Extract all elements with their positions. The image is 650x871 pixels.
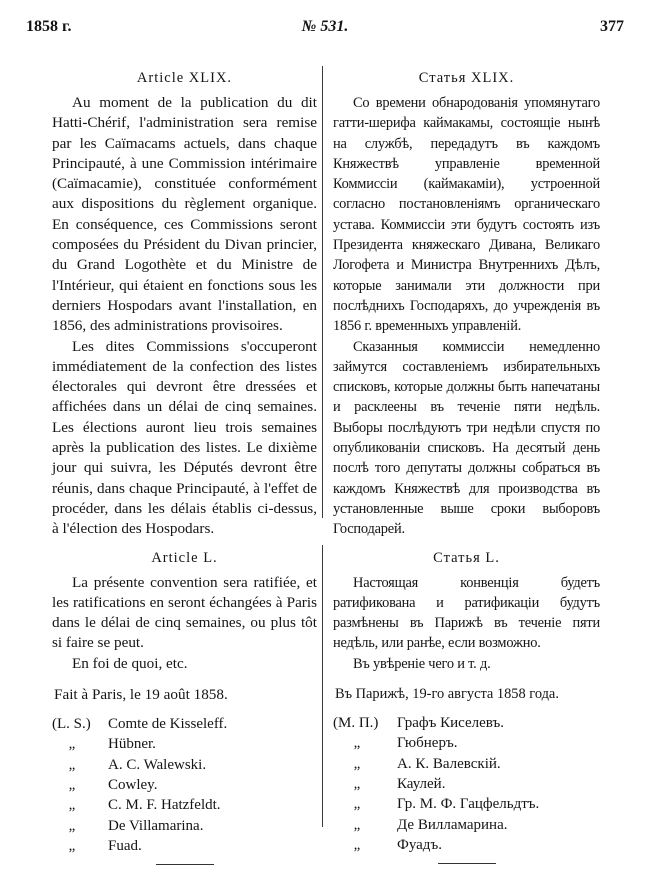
seal-mark: (М. П.) bbox=[333, 715, 379, 732]
ditto-mark: „ bbox=[68, 817, 76, 834]
ditto-mark: „ bbox=[353, 836, 361, 853]
ditto-mark: „ bbox=[353, 775, 361, 792]
ditto-mark: „ bbox=[353, 816, 361, 833]
closing-rule bbox=[438, 863, 496, 864]
signatory-row bbox=[333, 794, 600, 814]
signatory-row bbox=[52, 775, 317, 795]
signatory-row bbox=[333, 774, 600, 794]
signatory-name: Hübner. bbox=[108, 736, 156, 753]
signatory-row bbox=[52, 836, 317, 856]
page-header bbox=[26, 18, 624, 40]
place-and-date: Fait à Paris, le 19 août 1858. bbox=[54, 686, 228, 704]
ditto-mark: „ bbox=[68, 756, 76, 773]
column-divider-lower bbox=[322, 545, 323, 827]
french-column bbox=[52, 66, 317, 865]
signatory-name: De Villamarina. bbox=[108, 817, 204, 834]
header-document-number: № 531. bbox=[301, 18, 349, 35]
signatory-row bbox=[333, 815, 600, 835]
column-divider-upper bbox=[322, 66, 323, 518]
article-paragraph: La présente convention sera ratifiée, et les ratifications en seront échangées à Paris dans le délai de cinq semaines, ou plus tôt si faire se peut. bbox=[52, 573, 317, 652]
signatory-name: C. M. F. Hatzfeldt. bbox=[108, 797, 221, 814]
signatory-name: Графъ Киселевъ. bbox=[397, 715, 504, 732]
signatory-row bbox=[52, 795, 317, 815]
article-paragraph: En foi de quoi, etc. bbox=[72, 654, 188, 672]
signatory-name: Fuad. bbox=[108, 837, 142, 854]
ditto-mark: „ bbox=[353, 796, 361, 813]
signatory-name: Гр. М. Ф. Гацфельдтъ. bbox=[397, 796, 540, 813]
place-and-date: Въ Парижѣ, 19-го августа 1858 года. bbox=[335, 686, 559, 703]
signatory-row bbox=[52, 755, 317, 775]
signatory-name: Гюбнеръ. bbox=[397, 735, 458, 752]
ditto-mark: „ bbox=[68, 837, 76, 854]
signatory-row bbox=[333, 713, 600, 733]
signatory-name: Де Вилламарина. bbox=[397, 816, 508, 833]
article-paragraph: Les dites Commissions s'occuperont immédiatement de la confection des listes électorales qui devront être dressées et affichées dans un délai de cinq semaines. Les élections auront lieu trois semaines après la publication des listes. Le dixième jour qui suivra, les Députés devront être réunis, dans chaque Principauté, à l'effet de procéder, dans les délais établis ci-dessus, à l'élection des Hospodars. bbox=[52, 337, 317, 538]
ditto-mark: „ bbox=[68, 736, 76, 753]
article-paragraph: Сказанныя коммиссіи немедленно займутся составленіемъ избирательныхъ списковъ, которые должны быть напечатаны и расклеены въ теченіе пяти недѣль. Выборы послѣдуютъ три недѣли спустя по опубликованіи списковъ. На десятый день послѣ того депутаты должны собраться въ каждомъ Княжествѣ для производства въ установленные выше сроки выборовъ Господарей. bbox=[333, 338, 600, 538]
ditto-mark: „ bbox=[68, 776, 76, 793]
signatory-row bbox=[333, 835, 600, 855]
russian-column bbox=[333, 66, 600, 864]
article-paragraph: Настоящая конвенція будетъ ратификована и ратификаціи будутъ размѣнены въ Парижѣ въ теченіе пяти недѣль, или ранѣе, если возможно. bbox=[333, 574, 600, 652]
signatory-row bbox=[52, 734, 317, 754]
article-paragraph: Au moment de la publication du dit Hatti-Chérif, l'administration sera remise par les Caïmacams actuels, dans chaque Principauté, à une Commission intérimaire (Caïmacamie), constituée conformément aux dispositions du règlement organique. En conséquence, ces Commissions seront composées du Président du Divan princier, du Grand Logothète et du Ministre de l'Intérieur, qui étaient en fonctions sous les derniers Hospodars avant l'installation, en 1856, des administrations provisoires. bbox=[52, 94, 317, 335]
article-heading: Article XLIX. bbox=[136, 70, 233, 86]
article-heading: Статья XLIX. bbox=[418, 70, 515, 86]
signatory-name: Cowley. bbox=[108, 776, 158, 793]
signatory-name: Фуадъ. bbox=[397, 836, 442, 853]
signatory-name: A. C. Walewski. bbox=[108, 756, 207, 773]
article-paragraph: Въ увѣреніе чего и т. д. bbox=[353, 655, 491, 672]
signatory-row bbox=[333, 733, 600, 753]
closing-rule bbox=[156, 864, 214, 865]
header-page-number: 377 bbox=[600, 18, 624, 35]
header-year: 1858 г. bbox=[26, 18, 72, 35]
article-heading: Article L. bbox=[151, 549, 218, 566]
signatory-name: А. К. Валевскій. bbox=[397, 755, 501, 772]
signatory-list bbox=[52, 714, 317, 856]
signatory-name: Каулей. bbox=[397, 775, 446, 792]
signatory-row bbox=[52, 714, 317, 734]
ditto-mark: „ bbox=[68, 797, 76, 814]
signatory-name: Comte de Kisseleff. bbox=[108, 716, 228, 733]
article-paragraph: Со времени обнародованія упомянутаго гатти-шерифа каймакамы, состоящіе нынѣ на службѣ, передадутъ въ каждомъ Княжествѣ управленіе временной Коммиссіи (каймакаміи), устроенной согласно постановленіямъ органическаго устава. Коммиссіи эти будутъ состоять изъ Президента княжескаго Дивана, Великаго Логофета и Министра Внутреннихъ Дѣлъ, которые занимали эти должности при послѣднихъ Господаряхъ, до учрежденія въ 1856 г. временныхъ управленій. bbox=[333, 95, 600, 335]
ditto-mark: „ bbox=[353, 755, 361, 772]
article-heading: Статья L. bbox=[433, 549, 500, 566]
ditto-mark: „ bbox=[353, 735, 361, 752]
seal-mark: (L. S.) bbox=[52, 716, 91, 733]
signatory-row bbox=[52, 816, 317, 836]
signatory-list bbox=[333, 713, 600, 855]
signatory-row bbox=[333, 754, 600, 774]
